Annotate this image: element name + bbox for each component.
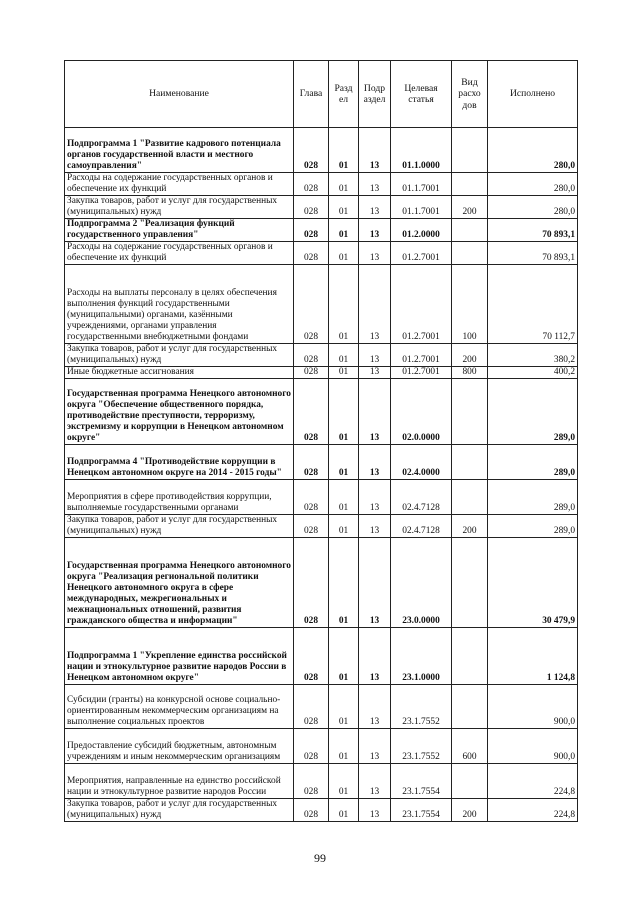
row-chapter: 028 xyxy=(294,265,329,344)
row-chapter: 028 xyxy=(294,379,329,445)
table-row xyxy=(65,196,578,219)
row-name: Субсидии (гранты) на конкурсной основе социально-ориентированным некоммерческим организациям на выполнение социальных проектов xyxy=(65,685,294,729)
row-chapter: 028 xyxy=(294,219,329,242)
row-amount: 70 112,7 xyxy=(488,265,578,344)
row-target-article: 23.1.7554 xyxy=(391,764,452,799)
row-amount: 224,8 xyxy=(488,799,578,822)
table-row xyxy=(65,445,578,480)
row-subsection: 13 xyxy=(359,685,391,729)
row-amount: 900,0 xyxy=(488,685,578,729)
row-name: Закупка товаров, работ и услуг для государственных (муниципальных) нужд xyxy=(65,344,294,367)
table-row xyxy=(65,538,578,628)
row-section: 01 xyxy=(329,764,359,799)
row-expense-type xyxy=(452,379,488,445)
row-name: Подпрограмма 1 "Укрепление единства российской нации и этнокультурное развитие народов России в Ненецком автономном округе" xyxy=(65,628,294,685)
row-subsection: 13 xyxy=(359,344,391,367)
row-section: 01 xyxy=(329,538,359,628)
row-name: Расходы на содержание государственных органов и обеспечение их функций xyxy=(65,242,294,265)
row-expense-type xyxy=(452,219,488,242)
row-section: 01 xyxy=(329,685,359,729)
row-name: Подпрограмма 2 "Реализация функций государственного управления" xyxy=(65,219,294,242)
table-header-row xyxy=(65,61,578,128)
row-amount: 900,0 xyxy=(488,729,578,764)
row-section: 01 xyxy=(329,379,359,445)
header-name: Наименование xyxy=(65,61,294,128)
header-chapter: Глава xyxy=(294,61,329,128)
row-chapter: 028 xyxy=(294,799,329,822)
row-name: Расходы на выплаты персоналу в целях обеспечения выполнения функций государственными (муниципальными) органами, казёнными учреждениями, органами управления государственными внебюджетными фондами xyxy=(65,265,294,344)
row-expense-type xyxy=(452,628,488,685)
row-target-article: 23.1.7554 xyxy=(391,799,452,822)
row-amount: 70 893,1 xyxy=(488,219,578,242)
row-expense-type: 800 xyxy=(452,367,488,379)
row-target-article: 02.0.0000 xyxy=(391,379,452,445)
row-target-article: 01.1.7001 xyxy=(391,196,452,219)
row-subsection: 13 xyxy=(359,764,391,799)
row-subsection: 13 xyxy=(359,242,391,265)
row-section: 01 xyxy=(329,128,359,173)
row-amount: 280,0 xyxy=(488,173,578,196)
row-subsection: 13 xyxy=(359,799,391,822)
row-target-article: 01.2.7001 xyxy=(391,367,452,379)
row-amount: 1 124,8 xyxy=(488,628,578,685)
row-name: Подпрограмма 4 "Противодействие коррупции в Ненецком автономном округе на 2014 - 2015 годы" xyxy=(65,445,294,480)
table-row xyxy=(65,764,578,799)
row-section: 01 xyxy=(329,242,359,265)
row-target-article: 02.4.7128 xyxy=(391,480,452,515)
table-row xyxy=(65,219,578,242)
row-chapter: 028 xyxy=(294,173,329,196)
row-amount: 400,2 xyxy=(488,367,578,379)
row-chapter: 028 xyxy=(294,367,329,379)
row-expense-type xyxy=(452,480,488,515)
row-expense-type: 200 xyxy=(452,344,488,367)
header-type: Вид расхо дов xyxy=(452,61,488,128)
row-chapter: 028 xyxy=(294,729,329,764)
row-expense-type xyxy=(452,128,488,173)
row-expense-type xyxy=(452,445,488,480)
table-row xyxy=(65,379,578,445)
row-chapter: 028 xyxy=(294,480,329,515)
row-subsection: 13 xyxy=(359,265,391,344)
row-expense-type: 100 xyxy=(452,265,488,344)
row-amount: 70 893,1 xyxy=(488,242,578,265)
row-amount: 224,8 xyxy=(488,764,578,799)
row-subsection: 13 xyxy=(359,628,391,685)
header-executed: Исполнено xyxy=(488,61,578,128)
row-chapter: 028 xyxy=(294,445,329,480)
row-subsection: 13 xyxy=(359,173,391,196)
row-target-article: 02.4.0000 xyxy=(391,445,452,480)
row-section: 01 xyxy=(329,515,359,538)
row-target-article: 01.1.7001 xyxy=(391,173,452,196)
row-subsection: 13 xyxy=(359,729,391,764)
row-expense-type: 200 xyxy=(452,196,488,219)
row-chapter: 028 xyxy=(294,242,329,265)
header-section: Разд ел xyxy=(329,61,359,128)
row-name: Подпрограмма 1 "Развитие кадрового потенциала органов государственной власти и местного самоуправления" xyxy=(65,128,294,173)
row-name: Государственная программа Ненецкого автономного округа "Реализация региональной политики Ненецкого автономного округа в сфере международных, межрегиональных и межнациональных отношений, развития гражданского общества и информации" xyxy=(65,538,294,628)
table-row xyxy=(65,367,578,379)
row-name: Закупка товаров, работ и услуг для государственных (муниципальных) нужд xyxy=(65,799,294,822)
row-amount: 289,0 xyxy=(488,515,578,538)
table-row xyxy=(65,799,578,822)
row-subsection: 13 xyxy=(359,196,391,219)
row-target-article: 01.2.0000 xyxy=(391,219,452,242)
row-section: 01 xyxy=(329,196,359,219)
row-target-article: 23.0.0000 xyxy=(391,538,452,628)
row-name: Мероприятия, направленные на единство российской нации и этнокультурное развитие народов России xyxy=(65,764,294,799)
row-section: 01 xyxy=(329,344,359,367)
row-section: 01 xyxy=(329,628,359,685)
row-chapter: 028 xyxy=(294,764,329,799)
row-amount: 289,0 xyxy=(488,445,578,480)
row-chapter: 028 xyxy=(294,515,329,538)
budget-table xyxy=(64,60,578,822)
row-expense-type xyxy=(452,242,488,265)
header-target: Целевая статья xyxy=(391,61,452,128)
row-subsection: 13 xyxy=(359,219,391,242)
row-name: Расходы на содержание государственных органов и обеспечение их функций xyxy=(65,173,294,196)
row-name: Закупка товаров, работ и услуг для государственных (муниципальных) нужд xyxy=(65,196,294,219)
row-expense-type: 200 xyxy=(452,799,488,822)
row-amount: 280,0 xyxy=(488,196,578,219)
table-row xyxy=(65,729,578,764)
row-expense-type xyxy=(452,685,488,729)
table-row xyxy=(65,344,578,367)
row-section: 01 xyxy=(329,367,359,379)
row-section: 01 xyxy=(329,173,359,196)
row-chapter: 028 xyxy=(294,196,329,219)
row-expense-type xyxy=(452,538,488,628)
row-section: 01 xyxy=(329,480,359,515)
row-amount: 30 479,9 xyxy=(488,538,578,628)
header-subsection: Подр аздел xyxy=(359,61,391,128)
page-number: 99 xyxy=(314,851,326,865)
row-target-article: 23.1.0000 xyxy=(391,628,452,685)
row-chapter: 028 xyxy=(294,538,329,628)
row-chapter: 028 xyxy=(294,344,329,367)
row-name: Иные бюджетные ассигнования xyxy=(65,367,294,379)
row-expense-type xyxy=(452,173,488,196)
row-name: Мероприятия в сфере противодействия коррупции, выполняемые государственными органами xyxy=(65,480,294,515)
table-body xyxy=(65,128,578,822)
row-expense-type: 600 xyxy=(452,729,488,764)
row-subsection: 13 xyxy=(359,480,391,515)
row-amount: 289,0 xyxy=(488,379,578,445)
row-amount: 280,0 xyxy=(488,128,578,173)
row-subsection: 13 xyxy=(359,445,391,480)
table-row xyxy=(65,265,578,344)
row-chapter: 028 xyxy=(294,685,329,729)
row-target-article: 01.1.0000 xyxy=(391,128,452,173)
table-row xyxy=(65,628,578,685)
row-subsection: 13 xyxy=(359,379,391,445)
table-row xyxy=(65,480,578,515)
row-name: Закупка товаров, работ и услуг для государственных (муниципальных) нужд xyxy=(65,515,294,538)
row-target-article: 02.4.7128 xyxy=(391,515,452,538)
table-row xyxy=(65,128,578,173)
row-section: 01 xyxy=(329,445,359,480)
row-section: 01 xyxy=(329,799,359,822)
row-target-article: 01.2.7001 xyxy=(391,344,452,367)
row-subsection: 13 xyxy=(359,538,391,628)
row-chapter: 028 xyxy=(294,128,329,173)
row-expense-type: 200 xyxy=(452,515,488,538)
row-amount: 289,0 xyxy=(488,480,578,515)
row-section: 01 xyxy=(329,265,359,344)
row-target-article: 01.2.7001 xyxy=(391,265,452,344)
row-target-article: 23.1.7552 xyxy=(391,685,452,729)
row-subsection: 13 xyxy=(359,367,391,379)
row-chapter: 028 xyxy=(294,628,329,685)
table-row xyxy=(65,515,578,538)
table-row xyxy=(65,173,578,196)
row-section: 01 xyxy=(329,219,359,242)
row-name: Предоставление субсидий бюджетным, автономным учреждениям и иным некоммерческим организациям xyxy=(65,729,294,764)
row-target-article: 01.2.7001 xyxy=(391,242,452,265)
row-section: 01 xyxy=(329,729,359,764)
row-target-article: 23.1.7552 xyxy=(391,729,452,764)
table-row xyxy=(65,685,578,729)
row-subsection: 13 xyxy=(359,128,391,173)
row-amount: 380,2 xyxy=(488,344,578,367)
table-row xyxy=(65,242,578,265)
row-name: Государственная программа Ненецкого автономного округа "Обеспечение общественного порядка, противодействие преступности, терроризму, экстремизму и коррупции в Ненецком автономном округе" xyxy=(65,379,294,445)
row-subsection: 13 xyxy=(359,515,391,538)
row-expense-type xyxy=(452,764,488,799)
